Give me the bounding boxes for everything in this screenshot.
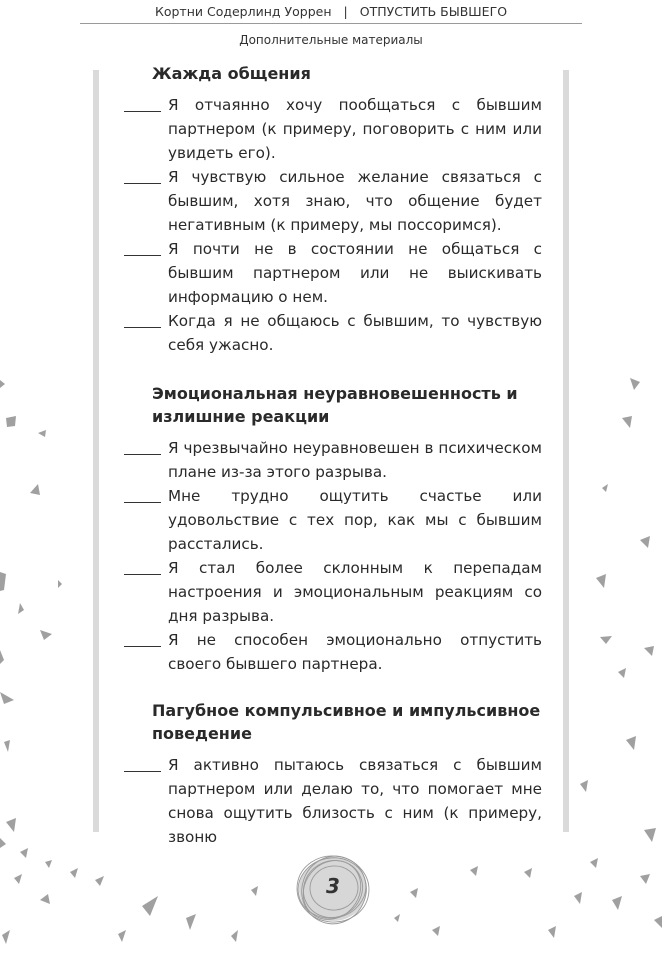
section-heading-3: Пагубное компульсивное и импульсивное поведение	[152, 701, 541, 743]
header-book-title: ОТПУСТИТЬ БЫВШЕГО	[359, 3, 508, 19]
checklist-item	[124, 165, 542, 237]
answer-blank[interactable]	[124, 646, 161, 647]
section-subtitle: Дополнительные материалы	[239, 33, 423, 47]
answer-blank[interactable]	[124, 111, 161, 112]
item-text: Я чрезвычайно неуравновешен в психическом плане из-за этого разрыва.	[168, 439, 542, 481]
item-text: Я почти не в состоянии не общаться с бывшим партнером или не выискивать информацию о нем.	[168, 240, 542, 306]
item-text: Я отчаянно хочу пообщаться с бывшим партнером (к примеру, поговорить с ним или увидеть его).	[168, 96, 542, 162]
checklist-content	[124, 62, 542, 849]
answer-blank[interactable]	[124, 502, 161, 503]
answer-blank[interactable]	[124, 327, 161, 328]
answer-blank[interactable]	[124, 574, 161, 575]
checklist-item	[124, 484, 542, 556]
item-text: Я чувствую сильное желание связаться с бывшим, хотя знаю, что общение будет негативным (к примеру, мы поссоримся).	[168, 168, 542, 234]
checklist-item	[124, 628, 542, 676]
answer-blank[interactable]	[124, 771, 161, 772]
page-number-badge	[292, 850, 374, 928]
answer-blank[interactable]	[124, 183, 161, 184]
item-text: Я не способен эмоционально отпустить своего бывшего партнера.	[168, 631, 542, 673]
right-margin-bar	[563, 70, 569, 832]
answer-blank[interactable]	[124, 255, 161, 256]
section-heading-2: Эмоциональная неуравновешенность и излишние реакции	[152, 384, 518, 426]
checklist-item	[124, 556, 542, 628]
header-separator: |	[343, 3, 348, 19]
item-text: Я стал более склонным к перепадам настроения и эмоциональным реакциям со дня разрыва.	[168, 559, 542, 625]
item-text: Мне трудно ощутить счастье или удовольствие с тех пор, как мы с бывшим расстались.	[168, 487, 542, 553]
checklist-item	[124, 93, 542, 165]
checklist-item	[124, 237, 542, 309]
checklist-item	[124, 309, 542, 357]
page-number: 3	[326, 874, 340, 898]
checklist-item	[124, 436, 542, 484]
checklist-item	[124, 753, 542, 849]
left-margin-bar	[93, 70, 99, 832]
item-text: Когда я не общаюсь с бывшим, то чувствую себя ужасно.	[168, 312, 542, 354]
header-author: Кортни Содерлинд Уоррен	[154, 3, 332, 19]
section-heading-1: Жажда общения	[152, 64, 311, 83]
item-text: Я активно пытаюсь связаться с бывшим партнером или делаю то, что помогает мне снова ощутить близость с ним (к примеру, звоню	[168, 756, 542, 846]
answer-blank[interactable]	[124, 454, 161, 455]
